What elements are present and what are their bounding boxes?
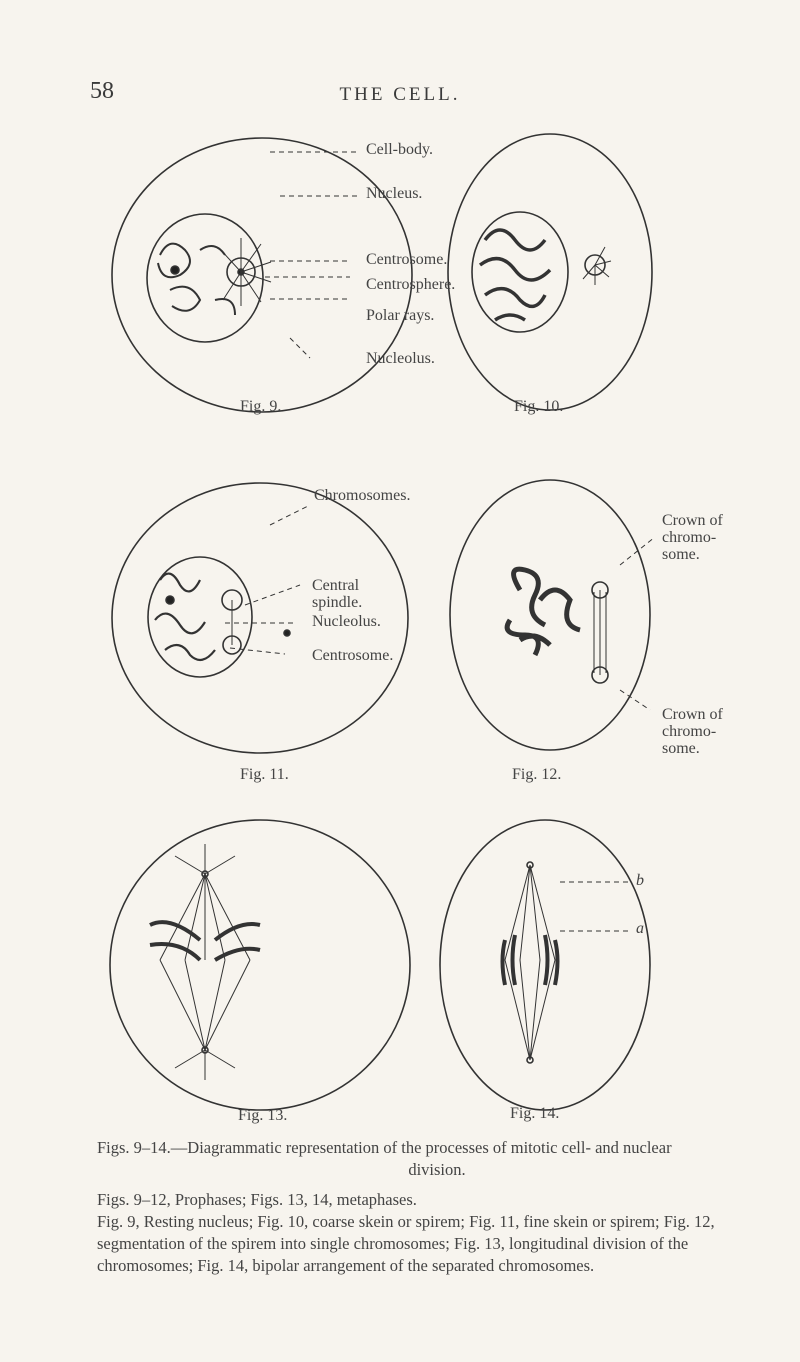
page-number: 58 xyxy=(90,78,114,104)
fig10-drawing xyxy=(448,134,652,410)
fig14-caption: Fig. 14. xyxy=(510,1105,560,1122)
fig9-label-centrosome: Centrosome. xyxy=(366,251,448,268)
fig11-label-central-spindle: Central spindle. xyxy=(312,577,363,611)
fig14-label-b: b xyxy=(636,872,644,889)
fig10-caption: Fig. 10. xyxy=(514,398,564,415)
caption-line-descriptions: Fig. 9, Resting nucleus; Fig. 10, coarse skein or spirem; Fig. 11, fine skein or spirem; Fig. 12, segmentation of the spirem into single chromosomes; Fig. 13, longitudinal division of the chromosomes; Fig. 14, bipolar arrangement of the separated chromosomes. xyxy=(97,1212,715,1275)
fig12-caption: Fig. 12. xyxy=(512,766,562,783)
fig12-drawing xyxy=(450,480,655,750)
fig11-label-nucleolus: Nucleolus. xyxy=(312,613,381,630)
caption-line-phases: Figs. 9–12, Prophases; Figs. 13, 14, metaphases. xyxy=(97,1190,417,1209)
fig9-label-centrosphere: Centrosphere. xyxy=(366,276,456,293)
fig9-label-nucleolus: Nucleolus. xyxy=(366,350,435,367)
fig9-cell-body xyxy=(112,138,412,412)
fig9-caption: Fig. 9. xyxy=(240,398,282,415)
caption-title: Figs. 9–14.—Diagrammatic representation of the processes of mitotic cell- and nuclear xyxy=(97,1138,672,1157)
fig12-label-crown-top: Crown of chromo-some. xyxy=(662,512,723,563)
fig11-caption: Fig. 11. xyxy=(240,766,289,783)
caption-title-cont: division. xyxy=(408,1160,466,1179)
fig13-caption: Fig. 13. xyxy=(238,1107,288,1124)
plate-caption xyxy=(97,1137,737,1277)
fig14-label-a: a xyxy=(636,920,644,937)
fig9-label-cell-body: Cell-body. xyxy=(366,141,433,158)
fig11-label-centrosome: Centrosome. xyxy=(312,647,394,664)
fig9-label-nucleus: Nucleus. xyxy=(366,185,423,202)
fig14-drawing xyxy=(440,820,650,1110)
fig11-label-chromosomes: Chromosomes. xyxy=(314,487,411,504)
fig9-label-polar-rays: Polar rays. xyxy=(366,307,435,324)
fig9-drawing xyxy=(112,138,412,412)
fig13-drawing xyxy=(110,820,410,1110)
running-head: THE CELL. xyxy=(339,84,461,105)
fig12-label-crown-bottom: Crown of chromo-some. xyxy=(662,706,723,757)
